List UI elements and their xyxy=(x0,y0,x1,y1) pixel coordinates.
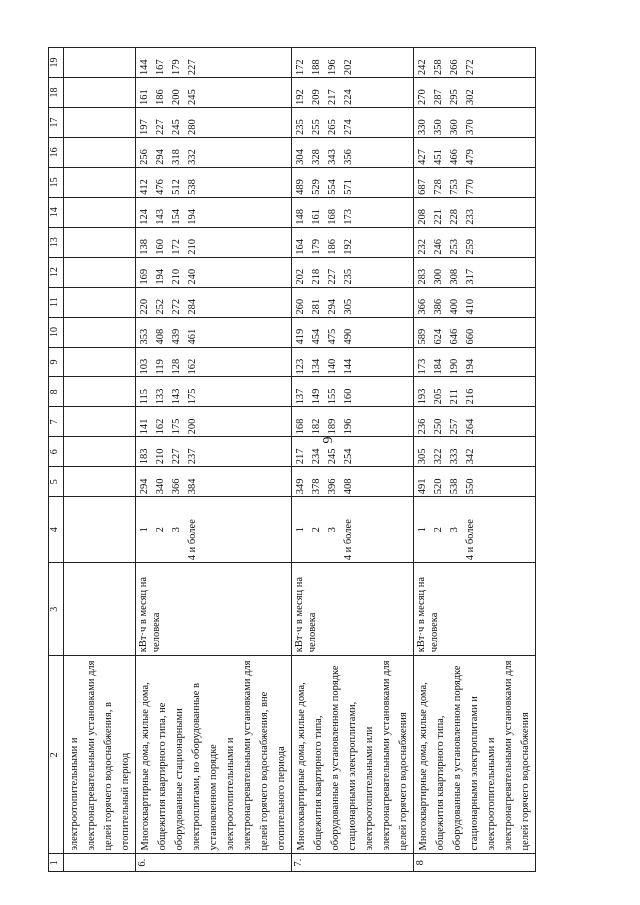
norm-value: 194 xyxy=(465,358,476,375)
norm-value: 295 xyxy=(449,89,460,106)
norm-value: 172 xyxy=(171,238,182,255)
norm-value: 272 xyxy=(171,298,182,315)
norm-value: 349 xyxy=(295,478,306,495)
norm-value: 200 xyxy=(187,418,198,435)
norm-value: 168 xyxy=(295,418,306,435)
norm-values-cell xyxy=(136,287,292,317)
norm-value: 340 xyxy=(155,478,166,495)
norm-value: 461 xyxy=(187,328,198,345)
norm-value: 141 xyxy=(139,418,150,435)
norm-values-cell xyxy=(136,227,292,257)
norm-value: 260 xyxy=(295,298,306,315)
norm-value: 160 xyxy=(343,388,354,405)
norm-value: 232 xyxy=(417,238,428,255)
header-cell: 6 xyxy=(49,437,64,467)
norm-value: 255 xyxy=(311,119,322,135)
norm-value: 233 xyxy=(465,209,476,225)
norm-value: 274 xyxy=(343,119,354,135)
norm-value: 143 xyxy=(171,388,182,405)
norm-values-cell xyxy=(414,347,536,377)
norm-value: 283 xyxy=(417,268,428,285)
norm-value: 266 xyxy=(449,59,460,76)
norm-value: 257 xyxy=(449,418,460,435)
norm-value: 209 xyxy=(311,89,322,106)
header-cell: 9 xyxy=(49,347,64,377)
norm-value: 538 xyxy=(187,179,198,195)
norm-values-cell xyxy=(136,317,292,347)
norm-value: 175 xyxy=(187,388,198,405)
norm-value: 196 xyxy=(343,418,354,435)
row-description: Многоквартирные дома, жилые дома, общежития квартирного типа, не оборудованные стационарными электроплитами, но оборудованные в установленном порядке электроотопительными и электронагревательными установками для целей горячего водоснабжения, вне отопительного периода xyxy=(136,656,292,854)
norm-value: 305 xyxy=(417,448,428,465)
norm-value: 128 xyxy=(171,358,182,375)
header-cell: 19 xyxy=(49,48,64,78)
norm-values-cell xyxy=(292,317,414,347)
norm-value: 378 xyxy=(311,478,322,495)
norm-value: 245 xyxy=(187,89,198,106)
header-cell: 15 xyxy=(49,167,64,197)
norm-value: 115 xyxy=(139,389,150,405)
norm-value: 408 xyxy=(343,478,354,495)
norm-value: 366 xyxy=(171,478,182,495)
row-description: Многоквартирные дома, жилые дома, общежития квартирного типа, оборудованные в установленном порядке стационарными электроплитами и электроотопительными и электронагревательными установками для целей горячего водоснабжения xyxy=(414,656,536,854)
rooms-cell xyxy=(292,497,414,563)
norm-value: 408 xyxy=(155,328,166,345)
norm-values-cell xyxy=(292,137,414,167)
norm-value: 162 xyxy=(187,358,198,375)
norm-value: 333 xyxy=(449,448,460,465)
norm-values-cell xyxy=(414,407,536,437)
rooms-value: 3 xyxy=(171,527,182,533)
norm-value: 103 xyxy=(139,358,150,375)
norm-values-cell xyxy=(136,108,292,138)
norm-values-cell xyxy=(414,108,536,138)
norm-values-cell xyxy=(136,197,292,227)
unit-cell: кВт·ч в месяц на человека xyxy=(136,563,292,656)
norm-values-cell xyxy=(414,197,536,227)
norm-value: 227 xyxy=(327,268,338,285)
norm-value: 512 xyxy=(171,179,182,195)
norm-value: 265 xyxy=(327,119,338,135)
norm-value: 270 xyxy=(417,89,428,106)
norm-value: 412 xyxy=(139,179,150,195)
norm-value: 184 xyxy=(433,358,444,375)
norm-values-cell xyxy=(414,257,536,287)
norm-values-cell xyxy=(136,167,292,197)
norm-value: 489 xyxy=(295,179,306,195)
norm-value: 318 xyxy=(171,149,182,165)
norm-value: 330 xyxy=(417,119,428,135)
norm-value: 529 xyxy=(311,179,322,195)
norm-value: 254 xyxy=(343,448,354,465)
norm-value: 646 xyxy=(449,328,460,345)
norm-value: 205 xyxy=(433,388,444,405)
norm-value: 194 xyxy=(155,268,166,285)
norm-value: 235 xyxy=(343,268,354,285)
norm-values-cell xyxy=(414,137,536,167)
norm-value: 753 xyxy=(449,179,460,195)
norm-values-cell xyxy=(292,287,414,317)
norm-value: 138 xyxy=(139,238,150,255)
norm-value: 234 xyxy=(311,448,322,465)
norm-value: 134 xyxy=(311,358,322,375)
norm-value: 550 xyxy=(465,478,476,495)
norm-value: 624 xyxy=(433,328,444,345)
norm-value: 192 xyxy=(343,238,354,255)
norm-value: 161 xyxy=(311,209,322,225)
norm-values-cell xyxy=(136,377,292,407)
row-number: 7. xyxy=(292,854,414,872)
norm-value: 240 xyxy=(187,268,198,285)
unit-cell: кВт·ч в месяц на человека xyxy=(292,563,414,656)
norm-value: 253 xyxy=(449,238,460,255)
norm-value: 490 xyxy=(343,328,354,345)
rotated-table-container xyxy=(48,47,615,872)
norm-value: 210 xyxy=(187,238,198,255)
norm-values-cell xyxy=(292,467,414,497)
norm-value: 386 xyxy=(433,298,444,315)
norm-value: 410 xyxy=(465,298,476,315)
norm-value: 328 xyxy=(311,149,322,165)
norm-value: 228 xyxy=(449,209,460,225)
norm-value: 332 xyxy=(187,149,198,165)
norm-value: 284 xyxy=(187,298,198,315)
norm-value: 264 xyxy=(465,418,476,435)
norm-value: 554 xyxy=(327,179,338,195)
rooms-value: 2 xyxy=(433,527,444,533)
norm-value: 259 xyxy=(465,238,476,255)
norm-value: 161 xyxy=(139,89,150,106)
norm-value: 245 xyxy=(327,448,338,465)
norm-value: 246 xyxy=(433,238,444,255)
norm-value: 304 xyxy=(295,149,306,165)
header-cell: 16 xyxy=(49,137,64,167)
continuation-row xyxy=(64,48,136,872)
norm-value: 210 xyxy=(171,268,182,285)
norm-value: 356 xyxy=(343,149,354,165)
norm-values-cell xyxy=(136,137,292,167)
norm-values-cell xyxy=(414,167,536,197)
norm-value: 419 xyxy=(295,328,306,345)
norm-value: 476 xyxy=(155,179,166,195)
norm-value: 173 xyxy=(417,358,428,375)
norm-value: 396 xyxy=(327,478,338,495)
norm-value: 123 xyxy=(295,358,306,375)
norm-value: 305 xyxy=(343,298,354,315)
header-cell: 4 xyxy=(49,497,64,563)
norm-value: 227 xyxy=(155,119,166,135)
rooms-value: 3 xyxy=(449,527,460,533)
rooms-cell xyxy=(136,497,292,563)
norm-value: 192 xyxy=(295,89,306,106)
norm-value: 242 xyxy=(417,59,428,76)
norm-value: 660 xyxy=(465,328,476,345)
norm-value: 144 xyxy=(139,59,150,76)
table-row xyxy=(292,48,414,872)
norm-value: 197 xyxy=(139,119,150,135)
unit-cell xyxy=(64,563,136,656)
norm-values-cell xyxy=(136,437,292,467)
norm-value: 140 xyxy=(327,358,338,375)
row-number-cell xyxy=(64,854,136,872)
norm-values-cell xyxy=(292,257,414,287)
header-cell: 2 xyxy=(49,656,64,854)
norm-value: 317 xyxy=(465,268,476,285)
norm-values-cell xyxy=(292,48,414,78)
header-row xyxy=(49,48,64,872)
norm-values-cell xyxy=(292,437,414,467)
norm-value: 224 xyxy=(343,89,354,106)
norm-value: 202 xyxy=(295,268,306,285)
norm-value: 148 xyxy=(295,209,306,225)
norm-value: 133 xyxy=(155,388,166,405)
norm-value: 439 xyxy=(171,328,182,345)
norm-value: 186 xyxy=(327,238,338,255)
norm-value: 287 xyxy=(433,89,444,106)
continuation-description: электроотопительными и электронагревательными установками для целей горячего водоснабжения, в отопительный период xyxy=(64,656,136,854)
norm-value: 256 xyxy=(139,149,150,165)
norm-value: 454 xyxy=(311,328,322,345)
norm-value: 200 xyxy=(171,89,182,106)
norm-values-cell xyxy=(292,227,414,257)
norm-values-cell xyxy=(414,437,536,467)
norm-value: 538 xyxy=(449,478,460,495)
norm-value: 167 xyxy=(155,59,166,76)
norm-value: 190 xyxy=(449,358,460,375)
rooms-value: 2 xyxy=(155,527,166,533)
norm-values-cell xyxy=(414,227,536,257)
norm-value: 245 xyxy=(171,119,182,135)
norm-values-cell xyxy=(292,347,414,377)
row-number: 6. xyxy=(136,854,292,872)
norm-values-cell xyxy=(292,197,414,227)
norm-value: 189 xyxy=(327,418,338,435)
norm-value: 520 xyxy=(433,478,444,495)
norm-value: 210 xyxy=(155,448,166,465)
norm-values-cell xyxy=(136,78,292,108)
unit-cell: кВт·ч в месяц на человека xyxy=(414,563,536,656)
norm-value: 172 xyxy=(295,59,306,76)
norm-value: 160 xyxy=(155,238,166,255)
norm-value: 179 xyxy=(311,238,322,255)
norm-value: 366 xyxy=(417,298,428,315)
table-row xyxy=(136,48,292,872)
header-cell: 7 xyxy=(49,407,64,437)
norm-value: 589 xyxy=(417,328,428,345)
norm-value: 281 xyxy=(311,298,322,315)
rooms-value: 1 xyxy=(295,527,306,533)
norm-value: 294 xyxy=(327,298,338,315)
norm-value: 475 xyxy=(327,328,338,345)
norm-value: 272 xyxy=(465,59,476,76)
norm-values-cell xyxy=(414,287,536,317)
norm-value: 370 xyxy=(465,119,476,135)
norm-values-cell xyxy=(414,78,536,108)
rooms-value: 4 и более xyxy=(343,519,354,561)
header-cell: 13 xyxy=(49,227,64,257)
header-cell: 11 xyxy=(49,287,64,317)
norm-value: 216 xyxy=(465,388,476,405)
header-cell: 18 xyxy=(49,78,64,108)
norm-values-cell xyxy=(136,257,292,287)
rooms-value: 1 xyxy=(417,527,428,533)
norm-values-cell xyxy=(136,347,292,377)
norm-value: 322 xyxy=(433,448,444,465)
norm-value: 451 xyxy=(433,149,444,165)
norm-value: 294 xyxy=(139,478,150,495)
consumption-norms-table xyxy=(48,47,536,872)
norm-value: 343 xyxy=(327,149,338,165)
norm-value: 300 xyxy=(433,268,444,285)
norm-value: 208 xyxy=(417,209,428,225)
norm-value: 164 xyxy=(295,238,306,255)
header-cell: 10 xyxy=(49,317,64,347)
norm-value: 294 xyxy=(155,149,166,165)
norm-value: 220 xyxy=(139,298,150,315)
norm-value: 182 xyxy=(311,418,322,435)
norm-value: 154 xyxy=(171,209,182,225)
norm-values-cell xyxy=(414,317,536,347)
rooms-value: 1 xyxy=(139,527,150,533)
header-cell: 17 xyxy=(49,108,64,138)
norm-value: 258 xyxy=(433,59,444,76)
rooms-value: 3 xyxy=(327,527,338,533)
norm-values-cell xyxy=(136,48,292,78)
header-cell: 1 xyxy=(49,854,64,872)
norm-value: 186 xyxy=(155,89,166,106)
norm-value: 280 xyxy=(187,119,198,135)
rooms-value: 4 и более xyxy=(187,519,198,561)
norm-value: 353 xyxy=(139,328,150,345)
rooms-value: 2 xyxy=(311,527,322,533)
norm-value: 236 xyxy=(417,418,428,435)
norm-value: 466 xyxy=(449,149,460,165)
norm-value: 137 xyxy=(295,388,306,405)
norm-value: 173 xyxy=(343,209,354,225)
norm-value: 237 xyxy=(187,448,198,465)
norm-values-cell xyxy=(136,407,292,437)
norm-value: 144 xyxy=(343,358,354,375)
norm-values-cell xyxy=(292,377,414,407)
norm-value: 193 xyxy=(417,388,428,405)
norm-value: 227 xyxy=(187,59,198,76)
row-number: 8 xyxy=(414,854,536,872)
rooms-value: 4 и более xyxy=(465,519,476,561)
norm-values-cell xyxy=(414,48,536,78)
norm-value: 687 xyxy=(417,179,428,195)
norm-value: 168 xyxy=(327,209,338,225)
norm-value: 217 xyxy=(327,89,338,106)
norm-value: 342 xyxy=(465,448,476,465)
norm-value: 308 xyxy=(449,268,460,285)
norm-value: 202 xyxy=(343,59,354,76)
norm-value: 119 xyxy=(155,359,166,375)
norm-values-cell xyxy=(136,467,292,497)
norm-value: 217 xyxy=(295,448,306,465)
norm-value: 491 xyxy=(417,478,428,495)
norm-value: 227 xyxy=(171,448,182,465)
norm-value: 188 xyxy=(311,59,322,76)
norm-value: 143 xyxy=(155,209,166,225)
norm-value: 302 xyxy=(465,89,476,106)
norm-value: 194 xyxy=(187,209,198,225)
norm-value: 196 xyxy=(327,59,338,76)
rooms-cell xyxy=(64,497,136,563)
norm-values-cell xyxy=(292,407,414,437)
norm-value: 149 xyxy=(311,388,322,405)
norm-value: 169 xyxy=(139,268,150,285)
norm-value: 400 xyxy=(449,298,460,315)
norm-value: 162 xyxy=(155,418,166,435)
header-cell: 8 xyxy=(49,377,64,407)
norm-value: 124 xyxy=(139,209,150,225)
rooms-cell xyxy=(414,497,536,563)
norm-value: 350 xyxy=(433,119,444,135)
header-cell: 5 xyxy=(49,467,64,497)
header-cell: 3 xyxy=(49,563,64,656)
norm-value: 221 xyxy=(433,209,444,225)
norm-value: 479 xyxy=(465,149,476,165)
norm-value: 360 xyxy=(449,119,460,135)
norm-values-cell xyxy=(292,108,414,138)
norm-value: 427 xyxy=(417,149,428,165)
row-description: Многоквартирные дома, жилые дома, общежития квартирного типа, оборудованные в установленном порядке стационарными электроплитами, электроотопительными или электронагревательными установками для целей горячего водоснабжения xyxy=(292,656,414,854)
header-cell: 14 xyxy=(49,197,64,227)
norm-value: 770 xyxy=(465,179,476,195)
norm-value: 250 xyxy=(433,418,444,435)
norm-value: 235 xyxy=(295,119,306,135)
norm-value: 571 xyxy=(343,179,354,195)
norm-values-cell xyxy=(292,167,414,197)
header-cell: 12 xyxy=(49,257,64,287)
norm-value: 175 xyxy=(171,418,182,435)
norm-value: 211 xyxy=(449,389,460,405)
table-row xyxy=(414,48,536,872)
norm-values-cell xyxy=(414,467,536,497)
norm-value: 252 xyxy=(155,298,166,315)
norm-value: 179 xyxy=(171,59,182,76)
norm-value: 384 xyxy=(187,478,198,495)
page-number: 6 xyxy=(319,436,334,444)
norm-value: 218 xyxy=(311,268,322,285)
norm-values-cell xyxy=(292,78,414,108)
norm-value: 728 xyxy=(433,179,444,195)
norm-values-cell xyxy=(414,377,536,407)
norm-value: 155 xyxy=(327,388,338,405)
norm-value: 183 xyxy=(139,448,150,465)
